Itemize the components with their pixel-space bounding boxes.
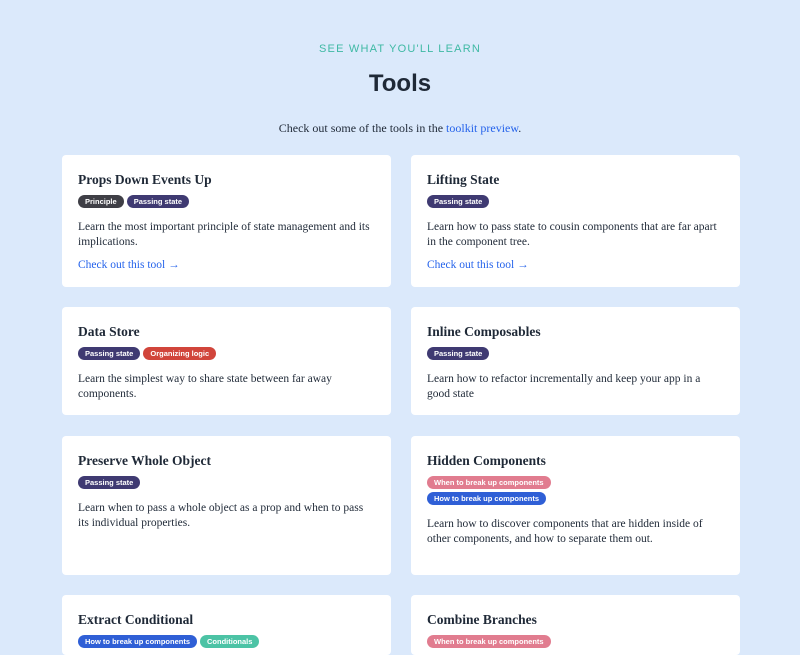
tag-principle: Principle xyxy=(78,195,124,208)
tag-passing-state: Passing state xyxy=(427,195,489,208)
tag-passing-state: Passing state xyxy=(427,347,489,360)
tool-card-hidden-components xyxy=(411,436,740,575)
page-title: Tools xyxy=(368,70,432,97)
tool-card-data-store xyxy=(62,307,391,415)
card-title: Preserve Whole Object xyxy=(78,453,211,468)
card-title: Lifting State xyxy=(427,172,500,187)
tool-card-extract-conditional xyxy=(62,595,391,655)
tag-list xyxy=(78,347,375,360)
tag-how-to-break-up-components: How to break up components xyxy=(78,635,197,648)
card-title: Hidden Components xyxy=(427,453,546,468)
tag-how-to-break-up-components: How to break up components xyxy=(427,492,546,505)
tag-conditionals: Conditionals xyxy=(200,635,259,648)
card-title: Inline Composables xyxy=(427,324,541,339)
card-description: Learn how to pass state to cousin components that are far apart in the component tree. xyxy=(427,221,717,248)
tool-card-inline-composables xyxy=(411,307,740,415)
tag-list xyxy=(427,347,724,360)
toolkit-preview-link[interactable]: toolkit preview xyxy=(446,121,519,135)
check-out-tool-link[interactable]: Check out this tool → xyxy=(427,259,529,271)
tool-card-combine-branches xyxy=(411,595,740,655)
tag-list xyxy=(78,195,375,208)
card-description: Learn the simplest way to share state between far away components. xyxy=(78,373,332,400)
tag-list xyxy=(78,635,375,648)
tag-list xyxy=(78,476,375,489)
check-out-tool-link[interactable]: Check out this tool → xyxy=(78,259,180,271)
tag-list xyxy=(427,195,724,208)
tag-organizing-logic: Organizing logic xyxy=(143,347,216,360)
tag-list xyxy=(427,635,724,648)
tool-card-preserve-whole-object xyxy=(62,436,391,575)
intro-suffix: . xyxy=(518,121,522,135)
tag-passing-state: Passing state xyxy=(78,476,140,489)
tag-when-to-break-up-components: When to break up components xyxy=(427,476,551,489)
card-description: Learn how to discover components that are hidden inside of other components, and how to separate them out. xyxy=(427,518,703,545)
intro-prefix: Check out some of the tools in the xyxy=(278,121,447,135)
eyebrow: SEE WHAT YOU'LL LEARN xyxy=(319,43,481,55)
tag-list xyxy=(427,476,724,505)
card-description: Learn the most important principle of state management and its implications. xyxy=(78,221,370,248)
tag-passing-state: Passing state xyxy=(78,347,140,360)
card-title: Props Down Events Up xyxy=(78,172,212,187)
tool-card-lifting-state xyxy=(411,155,740,287)
card-title: Data Store xyxy=(78,324,140,339)
card-description: Learn when to pass a whole object as a prop and when to pass its individual properties. xyxy=(78,502,364,529)
card-title: Combine Branches xyxy=(427,612,537,627)
intro-text xyxy=(0,121,800,136)
tag-passing-state: Passing state xyxy=(127,195,189,208)
tag-when-to-break-up-components: When to break up components xyxy=(427,635,551,648)
card-title: Extract Conditional xyxy=(78,612,194,627)
card-description: Learn how to refactor incrementally and keep your app in a good state xyxy=(427,373,701,400)
tool-card-props-down-events-up xyxy=(62,155,391,287)
